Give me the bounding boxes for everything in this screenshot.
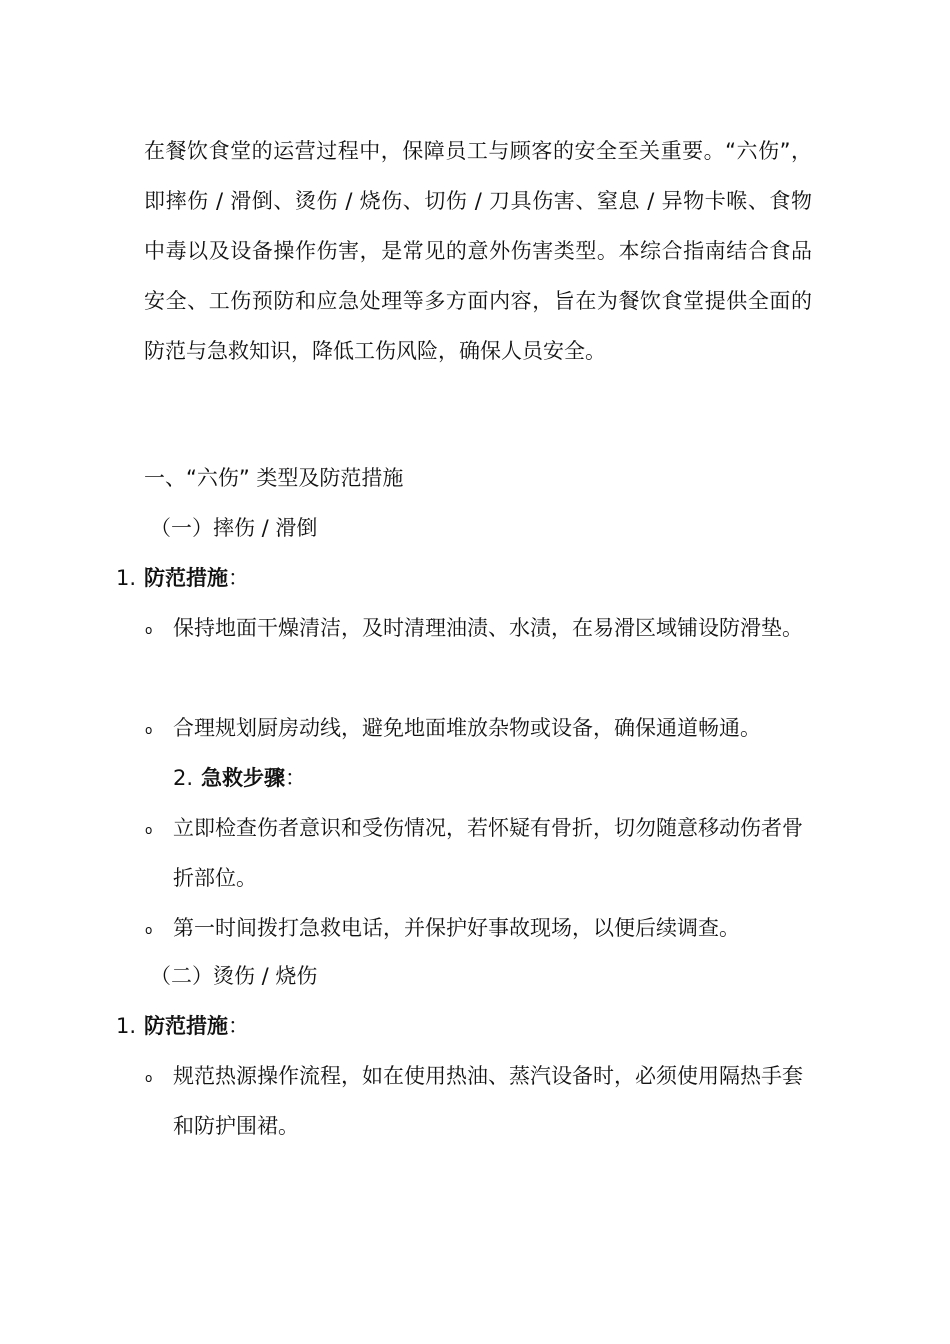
list-number: [116, 553, 136, 603]
section-heading-1: 一、“六伤” 类型及防范措施: [144, 466, 404, 490]
list-label: [144, 553, 249, 603]
list-item: 第一时间拨打急救电话，并保护好事故现场，以便后续调查。: [173, 916, 740, 940]
list-item: 合理规划厨房动线，避免地面堆放杂物或设备，确保通道畅通。: [173, 716, 761, 740]
bullet-icon: o: [145, 823, 153, 837]
list-label-colon: ：: [228, 566, 249, 590]
list-label-text: 急救步骤: [201, 766, 285, 790]
bullet-icon: o: [145, 623, 153, 637]
list-label: [144, 1001, 249, 1051]
list-item: 立即检查伤者意识和受伤情况，若怀疑有骨折，切勿随意移动伤者骨折部位。: [173, 816, 803, 890]
bullet-icon: o: [145, 723, 153, 737]
subsection-heading-2: （二）烫伤 / 烧伤: [150, 964, 318, 988]
list-number: [173, 753, 193, 803]
subsection-heading-1: （一）摔伤 / 滑倒: [150, 516, 318, 540]
bullet-icon: o: [145, 923, 153, 937]
list-label: [201, 753, 306, 803]
list-item: 规范热源操作流程，如在使用热油、蒸汽设备时，必须使用隔热手套和防护围裙。: [173, 1064, 803, 1138]
list-item: 保持地面干燥清洁，及时清理油渍、水渍，在易滑区域铺设防滑垫。: [173, 616, 803, 640]
list-number: [116, 1001, 136, 1051]
intro-paragraph: 在餐饮食堂的运营过程中，保障员工与顾客的安全至关重要。“六伤”，即摔伤 / 滑倒、烫伤 / 烧伤、切伤 / 刀具伤害、窒息 / 异物卡喉、食物中毒以及设备操作伤害，是常见的意外伤害类型。本综合指南结合食品安全、工伤预防和应急处理等多方面内容，旨在为餐饮食堂提供全面的防范与急救知识，降低工伤风险，确保人员安全。: [144, 139, 812, 363]
list-label-colon: ：: [228, 1014, 249, 1038]
list-label-colon: ：: [285, 766, 306, 790]
bullet-icon: o: [145, 1071, 153, 1085]
list-number-text: 1.: [116, 566, 137, 590]
list-number-text: 1.: [116, 1014, 137, 1038]
list-label-text: 防范措施: [144, 1014, 228, 1038]
list-label-text: 防范措施: [144, 566, 228, 590]
list-number-text: 2.: [173, 766, 194, 790]
